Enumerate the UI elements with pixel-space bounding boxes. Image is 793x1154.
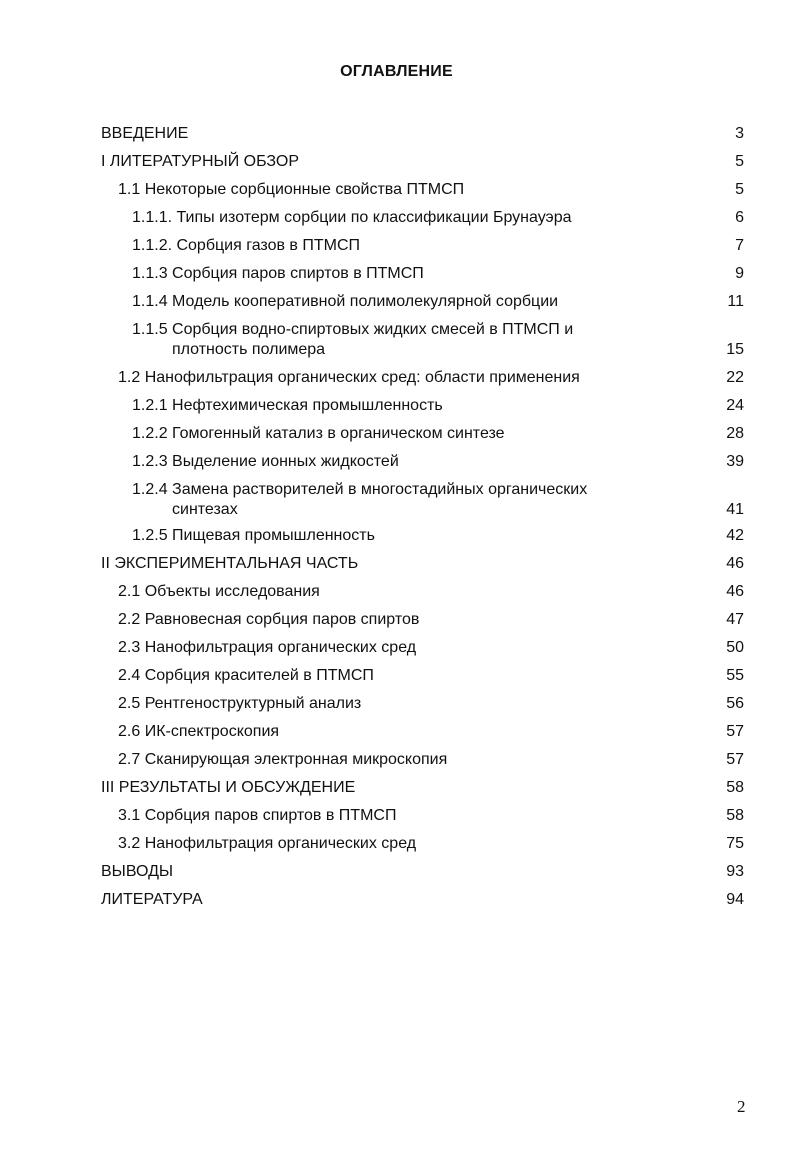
toc-entry-title: 2.1 Объекты исследования [118,583,320,600]
toc-entry-title: 1.2.1 Нефтехимическая промышленность [132,397,443,414]
toc-entry [118,834,744,854]
toc-entry-page: 22 [726,369,744,386]
toc-entry [132,264,744,284]
toc-entry-title: 1.2.4 Замена растворителей в многостадийных органических [132,481,588,498]
page-number: 2 [737,1097,746,1116]
toc-entry-page: 57 [726,723,744,740]
toc-entry-title: 2.4 Сорбция красителей в ПТМСП [118,667,374,684]
toc-entry-page: 5 [735,181,744,198]
toc-entry-title: III РЕЗУЛЬТАТЫ И ОБСУЖДЕНИЕ [101,779,356,796]
toc-entry-page: 56 [726,695,744,712]
toc-entry [118,180,744,200]
toc-entry [118,806,744,826]
toc-entry-page: 6 [735,209,744,226]
toc-entry-title: ВВЕДЕНИЕ [101,125,189,142]
toc-entry-page: 42 [726,527,744,544]
toc-entry-page: 93 [726,863,744,880]
toc-entry-title: 2.2 Равновесная сорбция паров спиртов [118,611,420,628]
toc-entry-page: 15 [726,341,744,358]
toc-entry [132,452,744,472]
toc-entry [132,236,744,256]
toc-entry-page: 3 [735,125,744,142]
toc-entry [132,424,744,444]
toc-entry-page: 7 [735,237,744,254]
toc-entry-page: 24 [726,397,744,414]
toc-entry-title: 1.1.1. Типы изотерм сорбции по классификации Брунауэра [132,209,572,226]
toc-entry-page: 58 [726,807,744,824]
toc-entry-title: 1.1.4 Модель кооперативной полимолекулярной сорбции [132,293,559,310]
toc-entry [132,480,744,520]
toc-entry-page: 9 [735,265,744,282]
toc-entry [132,208,744,228]
toc-entry-page: 39 [726,453,744,470]
toc-entry-title: 1.2.5 Пищевая промышленность [132,527,375,544]
toc-entry-title-continuation: плотность полимера [172,341,326,358]
toc-entry [118,750,744,770]
toc-entry-title: II ЭКСПЕРИМЕНТАЛЬНАЯ ЧАСТЬ [101,555,359,572]
toc-entry-title: 2.6 ИК-спектроскопия [118,723,280,740]
toc-entry-page: 55 [726,667,744,684]
toc-entry-title: 2.5 Рентгеноструктурный анализ [118,695,362,712]
toc-entry [118,638,744,658]
toc-entry [118,368,744,388]
toc-entry [118,582,744,602]
toc-entry [132,396,744,416]
toc-entry-title: 1.2 Нанофильтрация органических сред: области применения [118,369,580,386]
toc-entry-page: 5 [735,153,744,170]
toc-entry [118,666,744,686]
toc-entry-title: 1.1 Некоторые сорбционные свойства ПТМСП [118,181,465,198]
toc-entry-title: 3.2 Нанофильтрация органических сред [118,835,417,852]
toc-entry-page: 28 [726,425,744,442]
toc-entry-page: 57 [726,751,744,768]
toc-entry-page: 50 [726,639,744,656]
toc-entry [118,694,744,714]
toc-entry-title: I ЛИТЕРАТУРНЫЙ ОБЗОР [101,153,299,170]
toc-heading: ОГЛАВЛЕНИЕ [340,63,453,80]
toc-entry-title: ВЫВОДЫ [101,863,174,880]
toc-entry-title: 2.7 Сканирующая электронная микроскопия [118,751,448,768]
toc-entry-page: 11 [727,293,744,310]
toc-entry-page: 41 [726,501,744,518]
toc-entry [132,292,744,312]
toc-entry-page: 94 [726,891,744,908]
toc-entry [118,610,744,630]
toc-entry-title-continuation: синтезах [172,501,238,518]
toc-entry-title: 1.2.2 Гомогенный катализ в органическом синтезе [132,425,505,442]
toc-entry-title: 1.2.3 Выделение ионных жидкостей [132,453,399,470]
toc-entry-title: 3.1 Сорбция паров спиртов в ПТМСП [118,807,397,824]
toc-entry-title: ЛИТЕРАТУРА [101,891,203,908]
toc-entry [101,554,744,574]
toc-entry-title: 1.1.5 Сорбция водно-спиртовых жидких смесей в ПТМСП и [132,321,574,338]
toc-entry-title: 2.3 Нанофильтрация органических сред [118,639,417,656]
toc-entry [101,152,744,172]
toc-entry-page: 46 [726,555,744,572]
toc-entry-page: 46 [726,583,744,600]
toc-entry-title: 1.1.3 Сорбция паров спиртов в ПТМСП [132,265,424,282]
toc-entry [101,862,744,882]
toc-entry [101,778,744,798]
toc-entry-page: 47 [726,611,744,628]
toc-entry [132,526,744,546]
toc-entry [101,890,744,910]
toc-entry-title: 1.1.2. Сорбция газов в ПТМСП [132,237,361,254]
toc-entry [118,722,744,742]
toc-entry-page: 75 [726,835,744,852]
toc-entry-page: 58 [726,779,744,796]
toc-entry [132,320,744,360]
toc-entry [101,124,744,144]
